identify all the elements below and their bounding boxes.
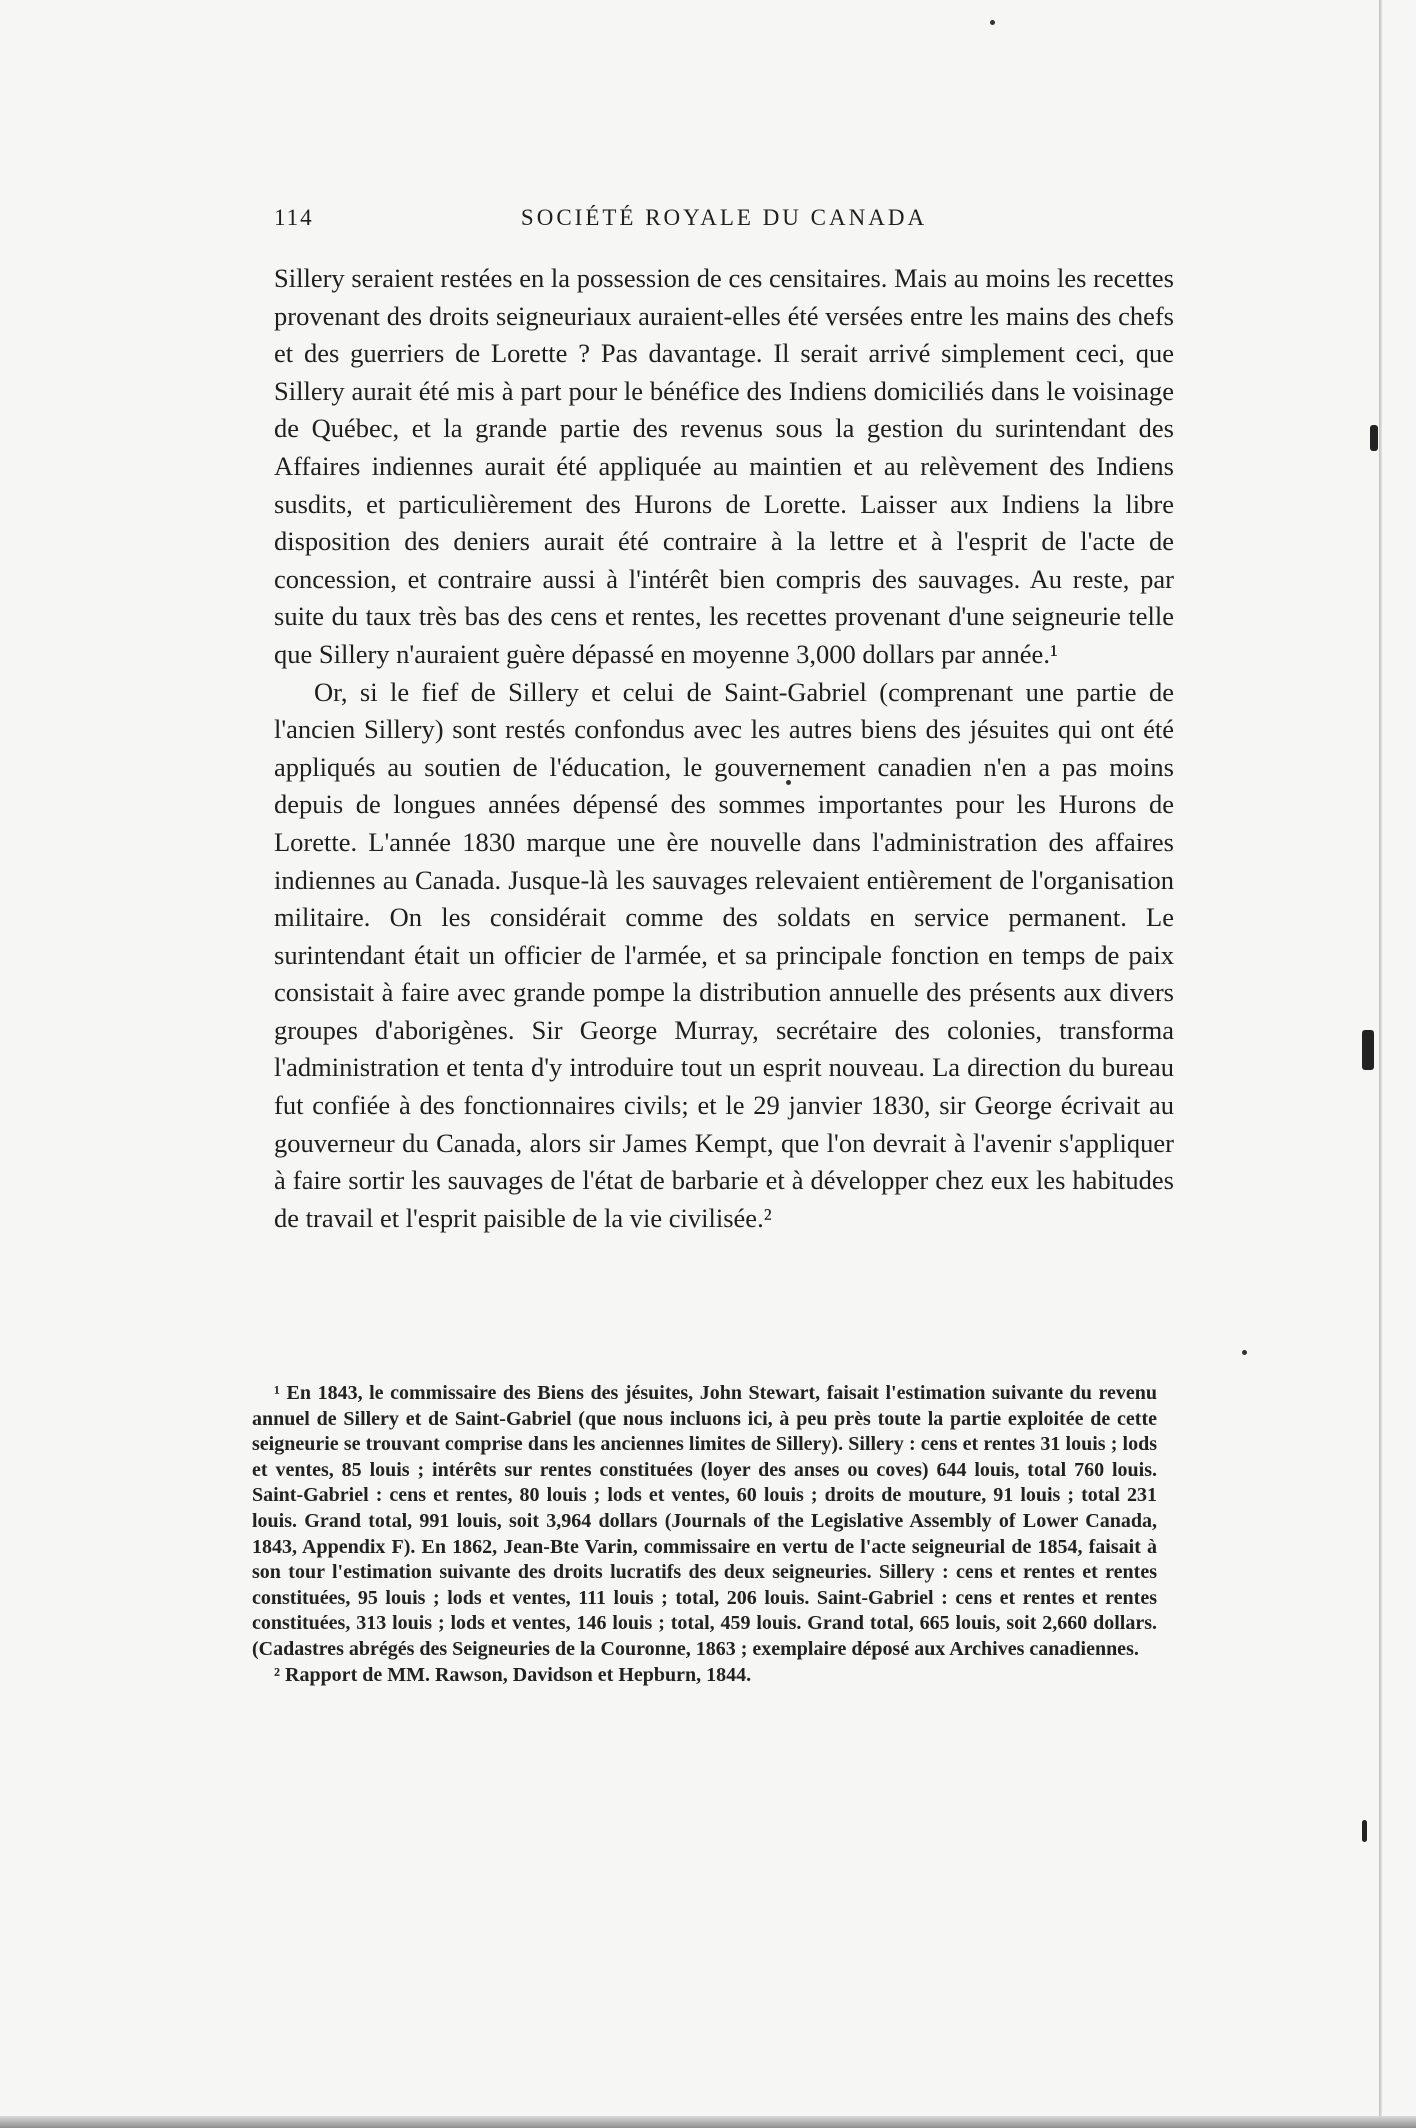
- scan-speck: [990, 20, 995, 25]
- page-header: [274, 205, 1174, 235]
- scan-speck: [1242, 1350, 1247, 1355]
- footnote-1: ¹ En 1843, le commissaire des Biens des jésuites, John Stewart, faisait l'estimation suivante du revenu annuel de Sillery et de Saint-Gabriel (que nous incluons ici, à peu près toute la partie exploitée de cette seigneurie se trouvant comprise dans les anciennes limites de Sillery). Sillery : cens et rentes 31 louis ; lods et ventes, 85 louis ; intérêts sur rentes constituées (loyer des anses ou coves) 644 louis, total 760 louis. Saint-Gabriel : cens et rentes, 80 louis ; lods et ventes, 60 louis ; droits de mouture, 91 louis ; total 231 louis. Grand total, 991 louis, soit 3,964 dollars (Journals of the Legislative Assembly of Lower Canada, 1843, Appendix F). En 1862, Jean-Bte Varin, commissaire en vertu de l'acte seigneurial de 1854, faisait à son tour l'estimation suivante des droits lucratifs des deux seigneuries. Sillery : cens et rentes et rentes constituées, 95 louis ; lods et ventes, 111 louis ; total, 206 louis. Saint-Gabriel : cens et rentes et rentes constituées, 313 louis ; lods et ventes, 146 louis ; total, 459 louis. Grand total, 665 louis, soit 2,660 dollars. (Cadastres abrégés des Seigneuries de la Couronne, 1863 ; exemplaire déposé aux Archives canadiennes.: [252, 1382, 1157, 1660]
- paragraph: Sillery seraient restées en la possession de ces censitaires. Mais au moins les recettes provenant des droits seigneuriaux auraient-elles été versées entre les mains des chefs et des guerriers de Lorette ? Pas davantage. Il serait arrivé simplement ceci, que Sillery aurait été mis à part pour le bénéfice des Indiens domiciliés dans le voisinage de Québec, et la grande partie des revenus sous la gestion du surintendant des Affaires indiennes aurait été appliquée au maintien et au relèvement des Indiens susdits, et particulièrement des Hurons de Lorette. Laisser aux Indiens la libre disposition des deniers aurait été contraire à la lettre et à l'esprit de l'acte de concession, et contraire aussi à l'intérêt bien compris des sauvages. Au reste, par suite du taux très bas des cens et rentes, les recettes provenant d'une seigneurie telle que Sillery n'auraient guère dépassé en moyenne 3,000 dollars par année.¹: [274, 263, 1174, 669]
- running-head: SOCIÉTÉ ROYALE DU CANADA: [520, 205, 928, 230]
- footnote-2: ² Rapport de MM. Rawson, Davidson et Hepburn, 1844.: [274, 1663, 752, 1686]
- main-text: [274, 260, 1174, 1237]
- scan-bottom-edge: [0, 2116, 1416, 2128]
- page-edge: [1379, 0, 1382, 2128]
- footnotes: [252, 1381, 1157, 1688]
- margin-mark: [1370, 425, 1378, 451]
- paragraph: Or, si le fief de Sillery et celui de Saint-Gabriel (comprenant une partie de l'ancien Sillery) sont restés confondus avec les autres biens des jésuites qui ont été appliqués au soutien de l'éducation, le gouvernement canadien n'en a pas moins depuis de longues années dépensé des sommes importantes pour les Hurons de Lorette. L'année 1830 marque une ère nouvelle dans l'administration des affaires indiennes au Canada. Jusque-là les sauvages relevaient entièrement de l'organisation militaire. On les considérait comme des soldats en service permanent. Le surintendant était un officier de l'armée, et sa principale fonction en temps de paix consistait à faire avec grande pompe la distribution annuelle des présents aux divers groupes d'aborigènes. Sir George Murray, secrétaire des colonies, transforma l'administration et tenta d'y introduire tout un esprit nouveau. La direction du bureau fut confiée à des fonctionnaires civils; et le 29 janvier 1830, sir George écrivait au gouverneur du Canada, alors sir James Kempt, que l'on devrait à l'avenir s'appliquer à faire sortir les sauvages de l'état de barbarie et à développer chez eux les habitudes de travail et l'esprit paisible de la vie civilisée.²: [274, 676, 1174, 1233]
- page-number: 114: [274, 205, 314, 230]
- margin-mark: [1362, 1030, 1374, 1070]
- margin-mark: [1362, 1820, 1367, 1842]
